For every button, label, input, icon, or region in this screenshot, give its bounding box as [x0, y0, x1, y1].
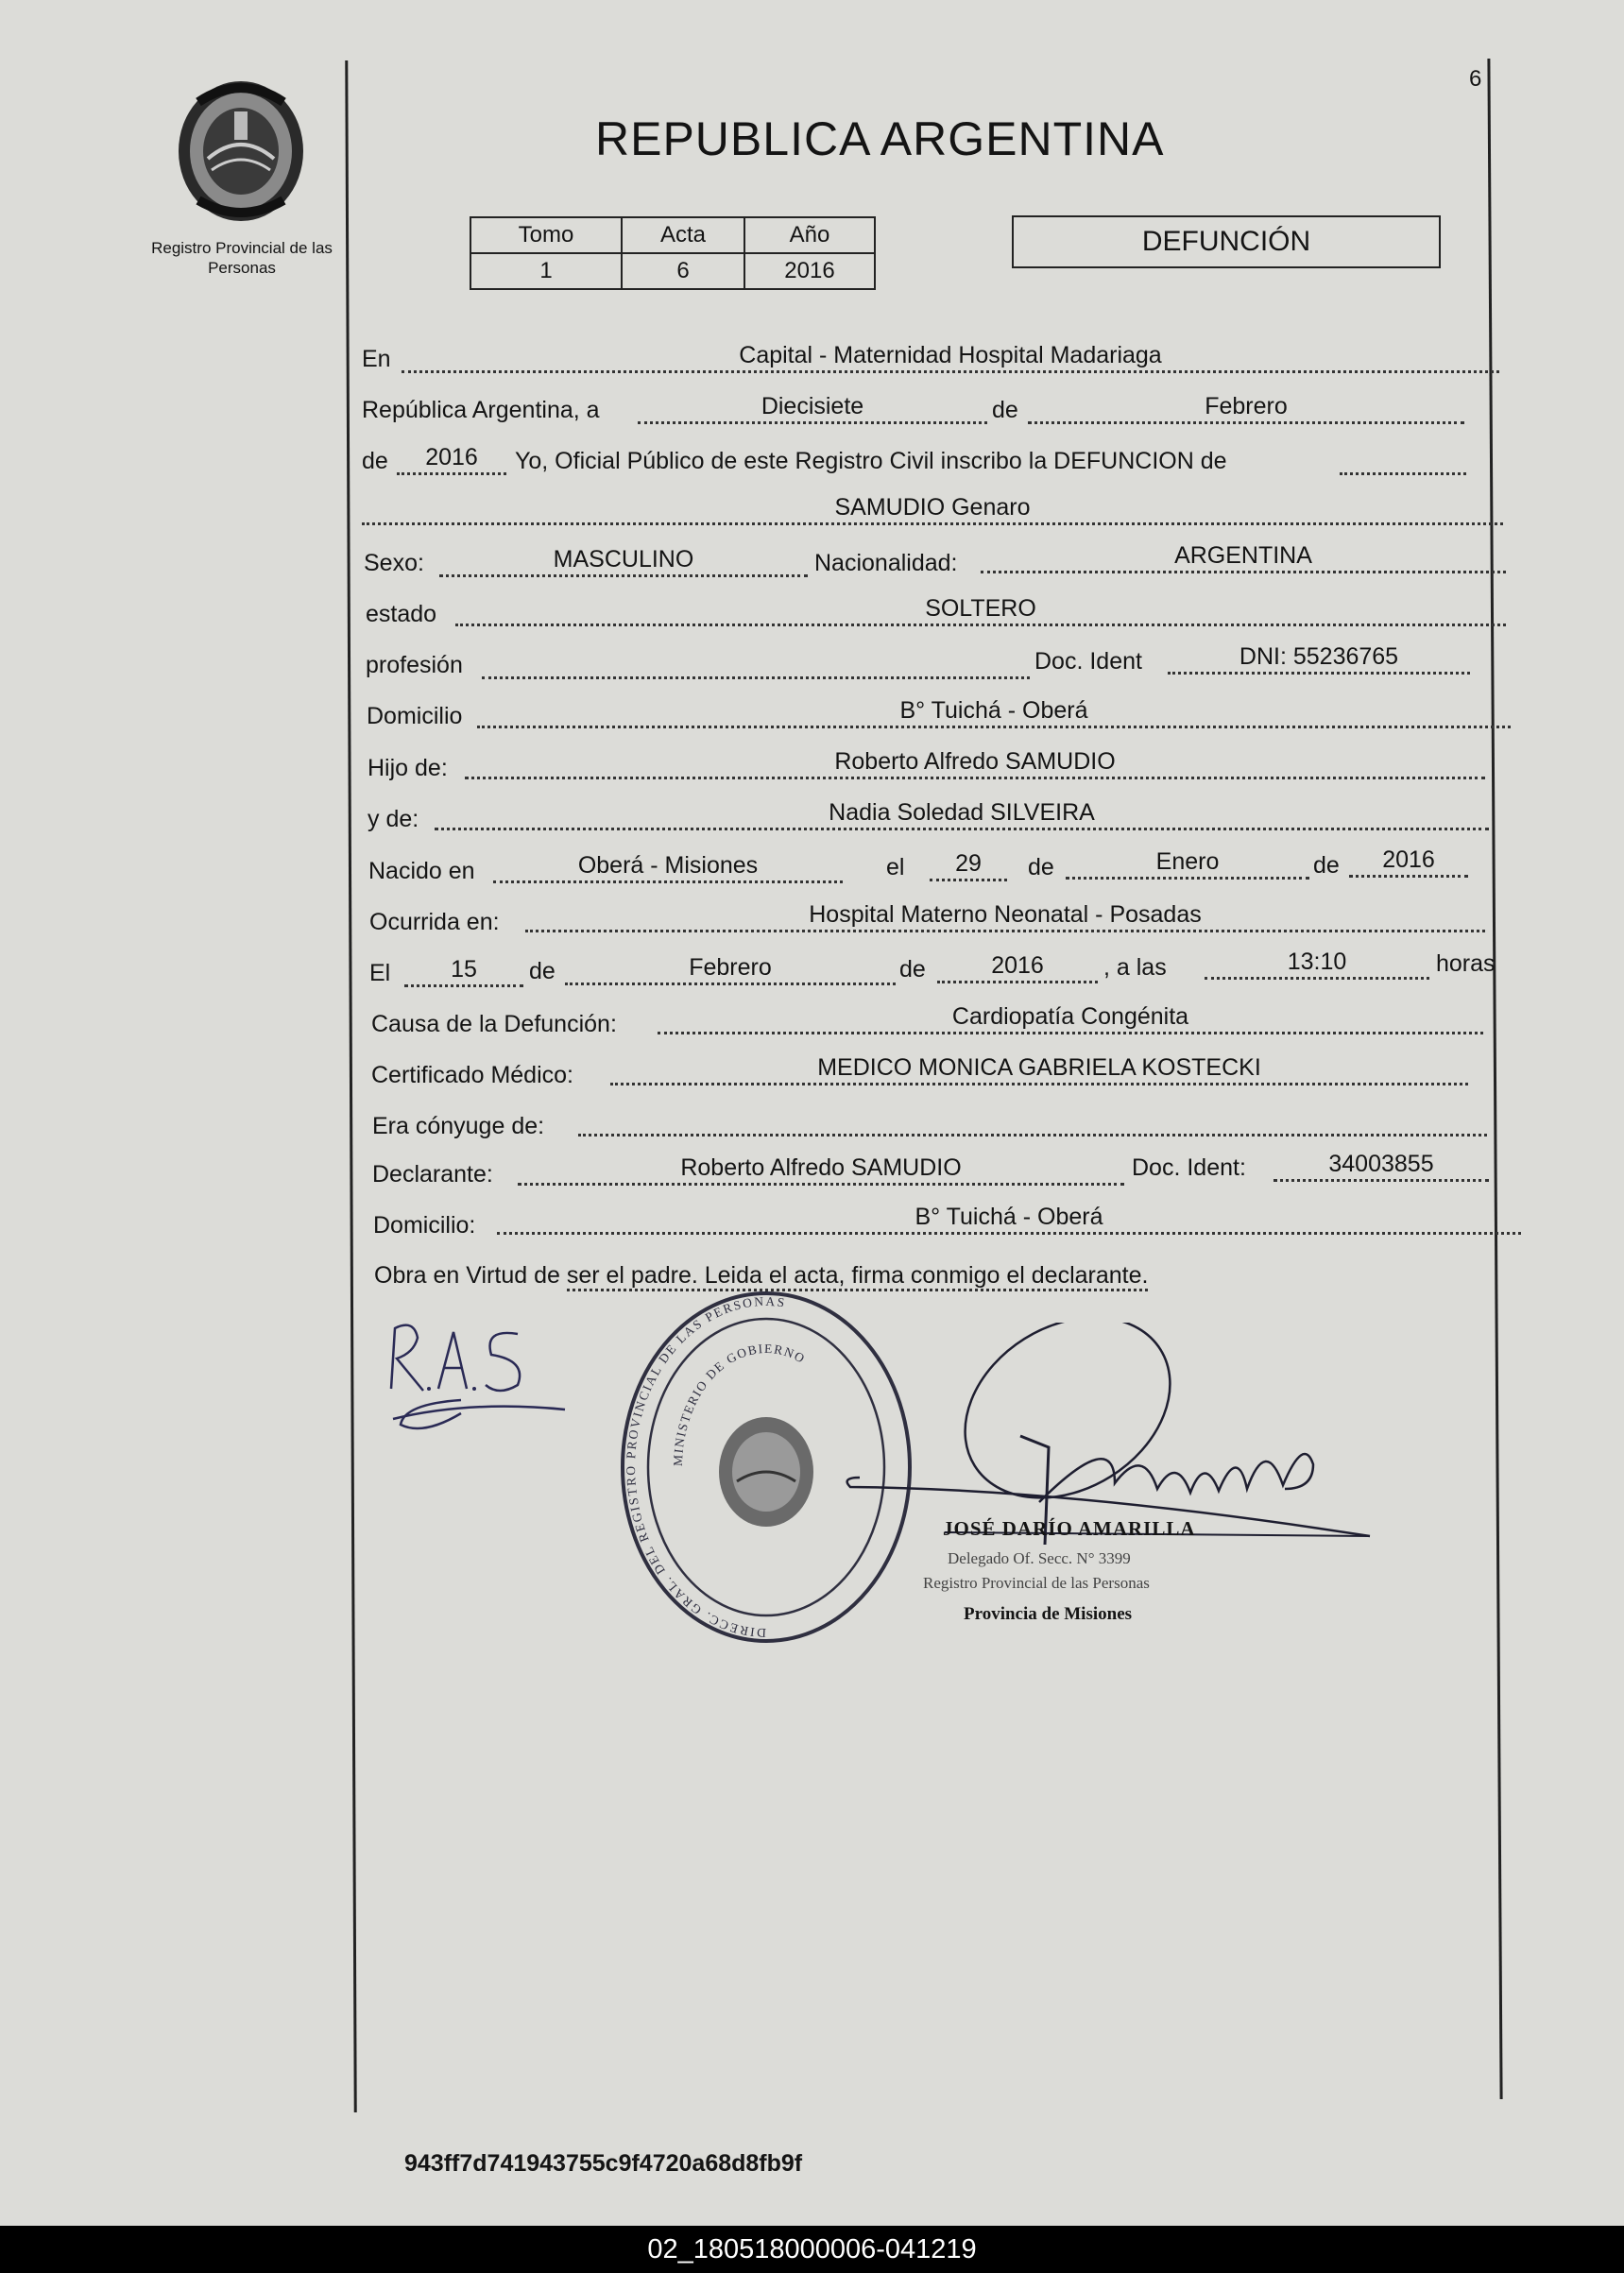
- label-de-4: de: [1313, 852, 1340, 879]
- label-yo: Yo, Oficial Público de este Registro Civil inscribo la DEFUNCION de: [515, 448, 1227, 474]
- declarante-value: Roberto Alfredo SAMUDIO: [518, 1154, 1124, 1186]
- label-el: el: [886, 854, 905, 880]
- label-en: En: [362, 346, 391, 372]
- lugar-value: Capital - Maternidad Hospital Madariaga: [402, 342, 1499, 373]
- label-de-2: de: [362, 448, 388, 474]
- label-horas: horas: [1436, 950, 1496, 977]
- tomo-acta-anio-table: [470, 216, 876, 290]
- label-hijo-de: Hijo de:: [368, 755, 448, 781]
- label-nacionalidad: Nacionalidad:: [814, 550, 958, 576]
- label-doc-ident-colon: Doc. Ident:: [1132, 1154, 1246, 1181]
- def-hora-value: 13:10: [1205, 949, 1429, 980]
- acta-header: Acta: [622, 217, 744, 253]
- official-signature: [831, 1323, 1379, 1549]
- acta-value: 6: [622, 253, 744, 289]
- label-ocurrida-en: Ocurrida en:: [369, 909, 500, 935]
- def-dia-value: 15: [404, 956, 523, 987]
- obra-prefix: Obra en Virtud de: [374, 1262, 560, 1289]
- def-anio-value: 2016: [937, 952, 1098, 983]
- official-name: JOSÉ DARÍO AMARILLA: [943, 1517, 1196, 1540]
- tomo-value: 1: [470, 253, 622, 289]
- anio-header: Año: [744, 217, 875, 253]
- obra-rest: ser el padre. Leida el acta, firma conmigo el declarante.: [567, 1262, 1149, 1291]
- label-causa: Causa de la Defunción:: [371, 1011, 617, 1037]
- document-hash: 943ff7d741943755c9f4720a68d8fb9f: [404, 2150, 803, 2177]
- nacido-mes-value: Enero: [1066, 848, 1309, 880]
- certificado-value: MEDICO MONICA GABRIELA KOSTECKI: [610, 1054, 1468, 1085]
- label-de-3: de: [1028, 854, 1054, 880]
- acta-type-box: [1012, 215, 1441, 268]
- nombre-value: SAMUDIO Genaro: [362, 494, 1503, 525]
- label-republica: República Argentina, a: [362, 397, 600, 423]
- label-el-cap: El: [369, 960, 391, 986]
- official-title: Delegado Of. Secc. N° 3399: [948, 1549, 1131, 1567]
- handwritten-initials-ras: [385, 1309, 574, 1451]
- misiones-coat-of-arms-logo: [170, 74, 312, 223]
- official-org: Registro Provincial de las Personas: [923, 1574, 1150, 1592]
- dia-value: Diecisiete: [638, 393, 987, 424]
- label-certificado: Certificado Médico:: [371, 1062, 573, 1088]
- label-de-5: de: [529, 958, 556, 984]
- sexo-value: MASCULINO: [439, 546, 808, 577]
- estado-value: SOLTERO: [455, 595, 1506, 626]
- mes-value: Febrero: [1028, 393, 1464, 424]
- page-number: 6: [1469, 66, 1482, 92]
- ocurrida-value: Hospital Materno Neonatal - Posadas: [525, 901, 1485, 932]
- label-doc-ident: Doc. Ident: [1034, 648, 1142, 675]
- nacido-anio-value: 2016: [1349, 846, 1468, 878]
- label-obra: [374, 1262, 1148, 1290]
- stamp-ring-text: DIRECC. GRAL. DEL REGISTRO PROVINCIAL DE LAS PERSONAS: [623, 1293, 788, 1641]
- stamp-inner-text: MINISTERIO DE GOBIERNO: [670, 1341, 809, 1467]
- logo-caption: Registro Provincial de las Personas: [151, 239, 333, 277]
- label-sexo: Sexo:: [364, 550, 424, 576]
- left-margin-rule: [345, 60, 356, 2112]
- official-province: Provincia de Misiones: [964, 1604, 1133, 1624]
- document-title: REPUBLICA ARGENTINA: [595, 112, 1165, 165]
- causa-value: Cardiopatía Congénita: [658, 1003, 1483, 1034]
- nacido-lugar-value: Oberá - Misiones: [493, 852, 843, 883]
- acta-type-label: DEFUNCIÓN: [1141, 226, 1311, 257]
- label-domicilio: Domicilio: [367, 703, 463, 729]
- padre-value: Roberto Alfredo SAMUDIO: [465, 748, 1485, 779]
- tomo-header: Tomo: [470, 217, 622, 253]
- conyuge-value: [578, 1105, 1487, 1136]
- madre-value: Nadia Soledad SILVEIRA: [435, 799, 1489, 830]
- anio-value: 2016: [397, 444, 506, 475]
- label-nacido-en: Nacido en: [368, 858, 475, 884]
- label-profesion: profesión: [366, 652, 463, 678]
- label-declarante: Declarante:: [372, 1161, 493, 1188]
- label-domicilio-colon: Domicilio:: [373, 1212, 476, 1239]
- label-conyuge: Era cónyuge de:: [372, 1113, 545, 1139]
- def-mes-value: Febrero: [565, 954, 896, 985]
- profesion-value: [482, 648, 1030, 679]
- label-de-6: de: [899, 956, 926, 983]
- label-estado: estado: [366, 601, 437, 627]
- anio-value: 2016: [744, 253, 875, 289]
- file-id-bar: 02_180518000006-041219: [0, 2226, 1624, 2273]
- label-a-las: , a las: [1103, 954, 1167, 981]
- blank-after-yo: [1340, 444, 1466, 475]
- label-de-1: de: [992, 397, 1018, 423]
- declarante-doc-value: 34003855: [1274, 1151, 1489, 1182]
- domicilio-value: B° Tuichá - Oberá: [477, 697, 1511, 728]
- doc-ident-value: DNI: 55236765: [1168, 643, 1470, 675]
- nacido-dia-value: 29: [930, 850, 1007, 881]
- nacionalidad-value: ARGENTINA: [981, 542, 1506, 573]
- label-y-de: y de:: [368, 806, 419, 832]
- declarante-domicilio-value: B° Tuichá - Oberá: [497, 1204, 1521, 1235]
